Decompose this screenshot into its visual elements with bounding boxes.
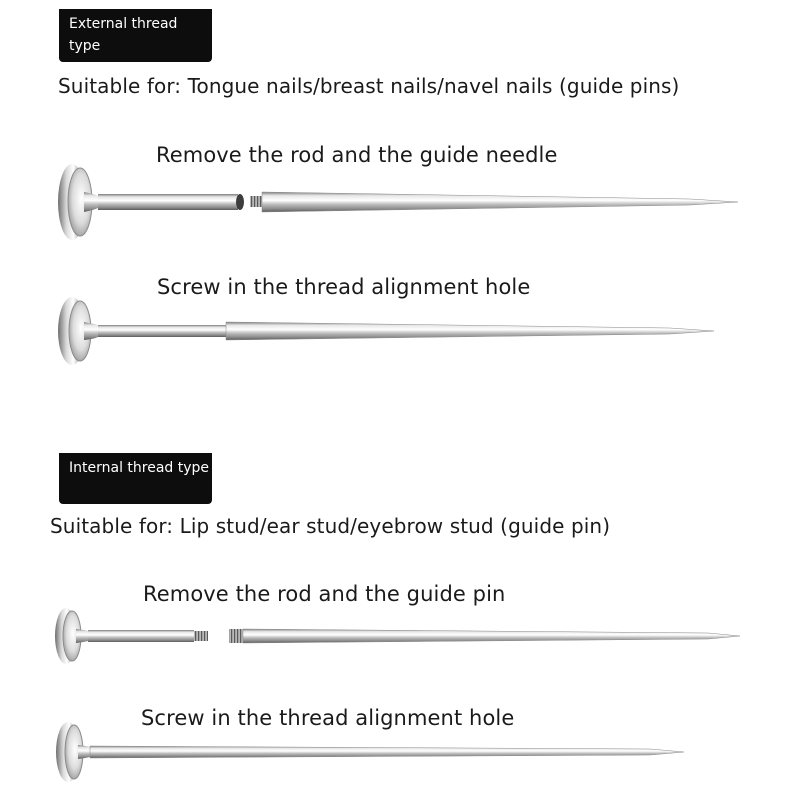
internal-rod (88, 630, 194, 642)
labret-neck (78, 745, 90, 759)
rod-hollow-end (236, 194, 244, 210)
labret-neck (76, 629, 88, 643)
guide-needle (226, 322, 714, 340)
labret-neck (84, 322, 98, 340)
external-thread-badge-label: External thread type (69, 16, 178, 54)
internal-pin-separated (48, 600, 748, 670)
rod-thread (194, 631, 208, 641)
guide-pin (90, 746, 684, 758)
guide-needle-thread (250, 196, 262, 207)
external-rod (98, 325, 226, 337)
external-pin-separated (50, 160, 750, 250)
external-suitable-text: Suitable for: Tongue nails/breast nails/navel nails (guide pins) (58, 74, 680, 98)
internal-remove-caption: Remove the rod and the guide pin (143, 582, 506, 606)
external-remove-caption: Remove the rod and the guide needle (156, 143, 558, 167)
labret-neck (84, 192, 98, 212)
internal-pin-assembled (50, 718, 750, 788)
internal-thread-badge-label: Internal thread type (69, 460, 210, 476)
guide-needle (262, 192, 738, 212)
guide-pin-thread-socket (229, 629, 243, 643)
external-screw-caption: Screw in the thread alignment hole (157, 275, 531, 299)
external-pin-assembled (50, 295, 750, 375)
internal-suitable-text: Suitable for: Lip stud/ear stud/eyebrow stud (guide pin) (50, 514, 611, 538)
guide-pin (243, 629, 740, 643)
internal-screw-caption: Screw in the thread alignment hole (141, 706, 515, 730)
external-rod (98, 194, 238, 210)
internal-thread-badge (59, 453, 212, 504)
external-thread-badge (59, 9, 212, 62)
